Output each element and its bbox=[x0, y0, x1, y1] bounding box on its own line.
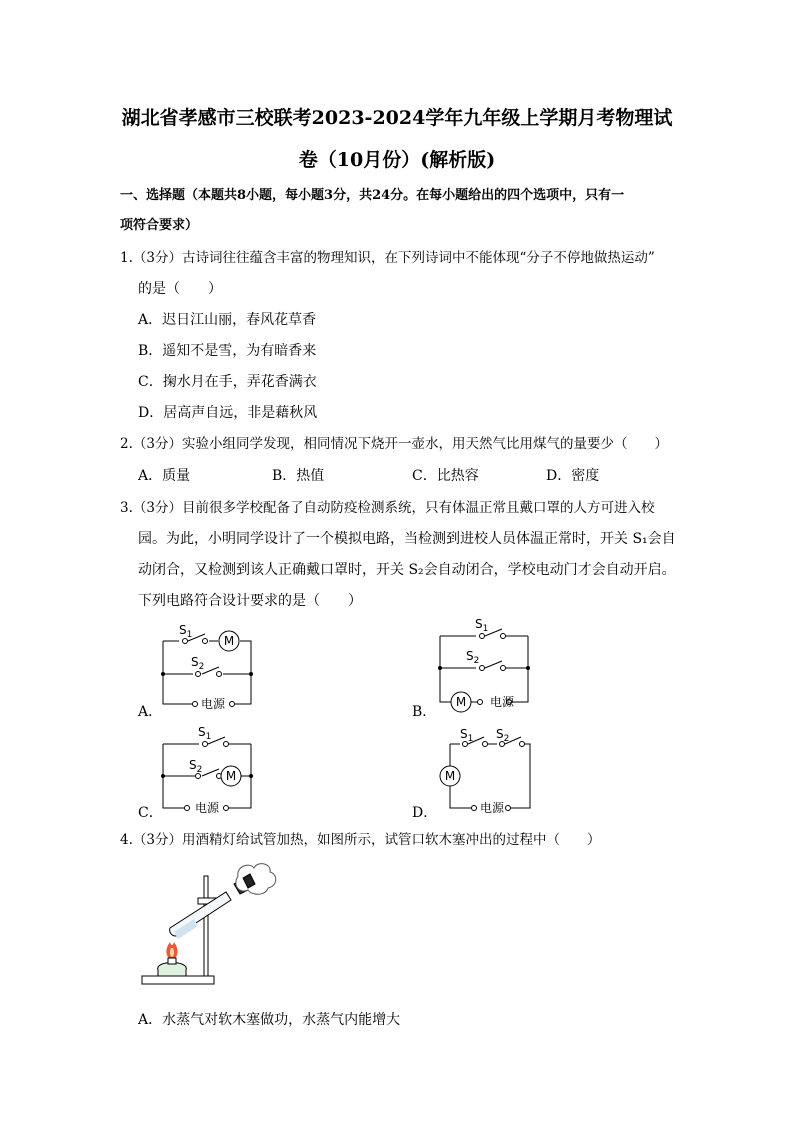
svg-text:S2: $S_2$ bbox=[466, 649, 480, 666]
svg-text:S2: $S_2$ bbox=[191, 655, 205, 672]
switch-s2-label: S bbox=[189, 758, 197, 772]
q1-option-d: D．居高声自远，非是藉秋风 bbox=[138, 405, 318, 421]
q3-option-d-label: D． bbox=[412, 805, 438, 821]
section-heading-line-1: 一、选择题（本题共8小题，每小题3分，共24分。在每小题给出的四个选项中，只有一 bbox=[120, 188, 625, 203]
test-tube-heating-illustration bbox=[138, 862, 280, 990]
power-label: 电源 bbox=[489, 695, 515, 709]
switch-s1-label: S bbox=[460, 727, 468, 741]
q1-stem-line-1: 1.（3分）古诗词往往蕴含丰富的物理知识，在下列诗词中不能体现“分子不停地做热运动” bbox=[120, 250, 655, 266]
svg-text:S1: $S_1$ bbox=[475, 617, 489, 634]
q1-option-c: C．掬水月在手，弄花香满衣 bbox=[138, 374, 317, 390]
circuit-diagram-d bbox=[432, 722, 542, 817]
q4-option-a: A．水蒸气对软木塞做功，水蒸气内能增大 bbox=[138, 1012, 401, 1028]
motor-label: M bbox=[225, 769, 237, 783]
page-title-line-2: 卷（10月份）(解析版) bbox=[298, 149, 496, 171]
q2-option-b: B．热值 bbox=[272, 468, 325, 484]
q3-stem-line-4: 下列电路符合设计要求的是（ ） bbox=[138, 593, 362, 609]
switch-s1-label: S bbox=[475, 617, 483, 631]
circuit-diagram-c bbox=[155, 722, 265, 817]
power-label: 电源 bbox=[479, 801, 505, 815]
motor-label: M bbox=[223, 634, 235, 648]
svg-text:S2: $S_2$ bbox=[496, 727, 510, 744]
q2-stem: 2.（3分）实验小组同学发现，相同情况下烧开一壶水，用天然气比用煤气的量要少（ ） bbox=[120, 436, 668, 452]
q4-stem: 4.（3分）用酒精灯给试管加热，如图所示，试管口软木塞冲出的过程中（ ） bbox=[120, 832, 601, 848]
page-title-line-1: 湖北省孝感市三校联考2023-2024学年九年级上学期月考物理试 bbox=[121, 107, 673, 129]
q1-option-b: B．遥知不是雪，为有暗香来 bbox=[138, 343, 317, 359]
q3-stem-line-2: 园。为此，小明同学设计了一个模拟电路，当检测到进校人员体温正常时，开关 S₁会自 bbox=[138, 531, 676, 547]
q3-option-b-label: B． bbox=[412, 704, 437, 720]
q1-stem-line-2: 的是（ ） bbox=[138, 281, 222, 297]
svg-text:S1: $S_1$ bbox=[198, 725, 212, 742]
svg-text:S1: $S_1$ bbox=[460, 727, 474, 744]
svg-text:S2: $S_2$ bbox=[189, 758, 203, 775]
section-heading-line-2: 项符合要求） bbox=[120, 218, 199, 233]
q2-option-d: D．密度 bbox=[546, 468, 600, 484]
q1-option-a: A．迟日江山丽，春风花草香 bbox=[138, 312, 317, 328]
q2-option-c: C．比热容 bbox=[412, 468, 479, 484]
switch-s2-label: S bbox=[191, 655, 199, 669]
svg-text:S1: $S_1$ bbox=[179, 623, 193, 640]
switch-s1-label: S bbox=[198, 725, 206, 739]
switch-s2-label: S bbox=[466, 649, 474, 663]
motor-label: M bbox=[455, 695, 467, 709]
motor-label: M bbox=[444, 769, 456, 783]
q2-option-a: A．质量 bbox=[138, 468, 191, 484]
switch-s1-label: S bbox=[179, 623, 187, 637]
power-label: 电源 bbox=[194, 801, 220, 815]
circuit-diagram-b bbox=[432, 614, 542, 714]
circuit-diagram-a bbox=[155, 620, 265, 715]
q3-option-c-label: C． bbox=[138, 805, 163, 821]
q3-option-a-label: A． bbox=[138, 704, 163, 720]
q3-stem-line-1: 3.（3分）目前很多学校配备了自动防疫检测系统，只有体温正常且戴口罩的人方可进入校 bbox=[120, 500, 655, 516]
q3-stem-line-3: 动闭合，又检测到该人正确戴口罩时，开关 S₂会自动闭合，学校电动门才会自动开启。 bbox=[138, 562, 676, 578]
power-label: 电源 bbox=[200, 697, 226, 711]
switch-s2-label: S bbox=[496, 727, 504, 741]
